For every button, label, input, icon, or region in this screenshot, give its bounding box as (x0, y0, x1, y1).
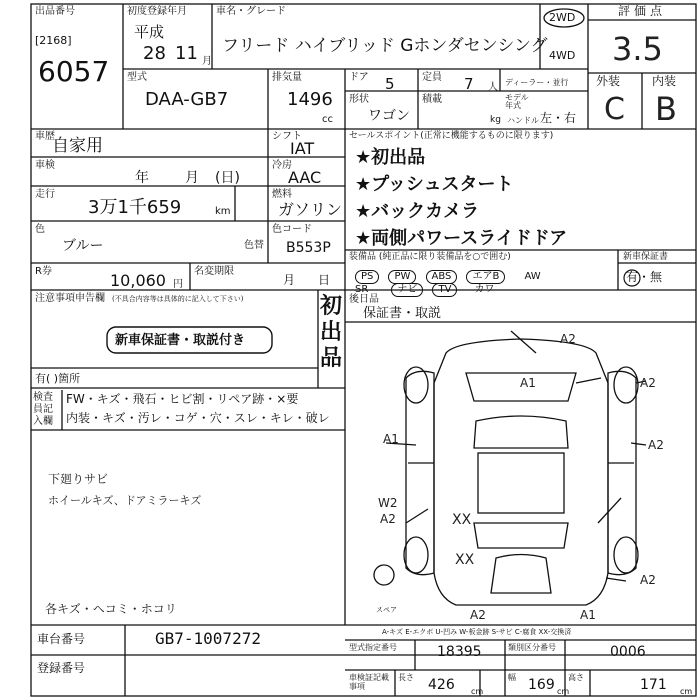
mark-a1-left: A1 (383, 432, 399, 446)
equip-navi: ナビ (391, 283, 423, 297)
recycle-label: R券 (35, 266, 52, 277)
mileage-value: 3万1千659 (88, 197, 182, 218)
lot-label: 出品番号 (35, 6, 75, 17)
mark-a2-right-front: A2 (640, 376, 656, 390)
first-listing-stamp: 初出品 (320, 294, 343, 371)
handle-label: ハンドル (507, 116, 539, 125)
dims-label: 車検証記載事項 (349, 673, 389, 691)
equip-leather: カワ (474, 284, 495, 295)
spare-label: スペア (376, 606, 397, 614)
notes-stamp: 新車保証書・取説付き (115, 333, 246, 348)
car-name-value: フリード ハイブリッド Gホンダセンシング (222, 36, 548, 56)
fuel-value: ガソリン (278, 200, 343, 219)
dims-wid-label: 幅 (508, 673, 516, 682)
handwritten-note-2: ホイールキズ、ドアミラーキズ (48, 494, 202, 507)
inspection-label: 検査員記入欄 (33, 392, 53, 427)
first-reg-year: 28 (143, 43, 166, 64)
dims-len-value: 426 (428, 677, 455, 693)
equip-aw: AW (524, 271, 541, 282)
recycle-unit: 円 (173, 279, 183, 290)
mark-xx-1: XX (452, 512, 472, 528)
doors-value: 5 (385, 75, 395, 93)
equip-sr: SR (355, 284, 369, 295)
doors-label: ドア (349, 72, 369, 83)
mileage-label: 走行 (35, 189, 55, 200)
mark-xx-2: XX (455, 552, 475, 568)
first-reg-month: 11 (175, 43, 198, 64)
meigi-label: 名変期限 (194, 266, 234, 277)
drive-2wd: 2WD (549, 11, 576, 24)
class-no-label: 類別区分番号 (508, 643, 556, 652)
warranty-label: 新車保証書 (623, 252, 669, 262)
rating-label: 評価点 (618, 4, 667, 18)
shaken-month: 月 (185, 170, 199, 186)
car-name-label: 車名・グレード (216, 6, 286, 17)
displacement-value: 1496 (287, 89, 333, 110)
first-reg-label: 初度登録年月 (127, 6, 187, 17)
meigi-month: 月 (283, 273, 296, 287)
dims-wid-unit: cm (557, 687, 570, 696)
model-year-label: モデル年式 (505, 93, 529, 110)
shaken-year: 年 (135, 170, 149, 186)
mark-a2-right-rear: A2 (640, 573, 656, 587)
inspection-row-2: 内装・キズ・汚レ・コゲ・穴・スレ・キレ・破レ (66, 411, 330, 425)
type-no-label: 型式指定番号 (349, 643, 397, 652)
color-label: 色 (35, 224, 45, 235)
dealer-label: ディーラー・並行 (505, 78, 569, 87)
shaken-date: (日) (215, 170, 240, 186)
rating-value: 3.5 (612, 30, 663, 68)
displacement-unit: cc (322, 114, 333, 125)
ac-value: AAC (288, 168, 322, 187)
notes-small: (不具合内容等は具体的に記入して下さい) (112, 295, 244, 303)
recycle-value: 10,060 (110, 271, 166, 290)
displacement-label: 排気量 (272, 72, 302, 83)
mark-w2: W2 (378, 496, 398, 510)
mark-a2-bottom: A2 (470, 608, 486, 622)
shift-value: IAT (290, 139, 315, 158)
repair-history: 有( )箇所 (35, 372, 81, 385)
equip-tv: TV (432, 283, 457, 297)
shift-label: シフト (272, 131, 302, 142)
ext-grade: C (604, 92, 625, 127)
color-code-value: B553P (286, 240, 331, 256)
shaken-label: 車検 (35, 160, 55, 171)
load-label: 積載 (422, 94, 442, 105)
lot-sub: [2168] (35, 34, 72, 47)
equip-abs: ABS (426, 270, 458, 284)
mileage-unit: km (215, 206, 231, 217)
drive-4wd: 4WD (549, 49, 576, 62)
int-label: 内装 (652, 74, 677, 88)
capacity-unit: 人 (488, 82, 498, 93)
ac-label: 冷房 (272, 160, 292, 171)
mark-a1-bottom: A1 (580, 608, 596, 622)
equip-airbag: エアB (466, 270, 505, 284)
ext-label: 外装 (596, 74, 621, 88)
sales-point-2: ★プッシュスタート (355, 174, 514, 195)
history-value: 自家用 (52, 136, 103, 156)
class-no-value: 0006 (610, 644, 646, 660)
type-no-value: 18395 (437, 644, 482, 660)
handwritten-note-1: 下廻りサビ (48, 472, 109, 486)
color-code-label: 色コード (272, 224, 312, 235)
shape-value: ワゴン (368, 108, 410, 124)
first-reg-era: 平成 (134, 23, 165, 41)
docs-value: 保証書・取説 (363, 306, 442, 321)
inspection-row-1: FW・キズ・飛石・ヒビ割・リペア跡・×要 (66, 392, 299, 406)
mark-a1-hood: A1 (520, 376, 536, 390)
equip-ps: PS (355, 270, 379, 284)
dims-len-unit: cm (471, 687, 484, 696)
int-grade: B (655, 90, 677, 128)
meigi-day: 日 (318, 273, 331, 287)
notes-label: 注意事項申告欄 (35, 293, 105, 304)
fuel-label: 燃料 (272, 189, 292, 200)
dims-hei-value: 171 (640, 677, 667, 693)
equipment-label: 装備品 (純正品に限り装備品を○で囲む) (349, 252, 511, 262)
docs-label: 後日品 (349, 294, 379, 305)
shape-label: 形状 (349, 94, 369, 105)
sales-point-3: ★バックカメラ (355, 201, 480, 222)
sales-points-label: セールスポイント(正常に機能するものに限ります) (349, 131, 554, 141)
capacity-value: 7 (464, 75, 474, 93)
sales-point-4: ★両側パワースライドドア (355, 228, 568, 249)
damage-legend: A-キズ E-エクボ U-凹み W-板金跡 S-サビ C-腐食 XX-交換済 (382, 628, 572, 636)
sales-point-1: ★初出品 (355, 147, 426, 168)
color-value: ブルー (62, 238, 104, 254)
chassis-value: GB7-1007272 (155, 629, 261, 648)
dims-len-label: 長さ (398, 673, 414, 682)
reg-number-label: 登録番号 (37, 661, 86, 675)
capacity-label: 定員 (422, 72, 442, 83)
chassis-label: 車台番号 (37, 632, 86, 646)
color-change-label: 色替 (244, 240, 264, 251)
warranty-value: 有・無 (626, 270, 663, 284)
equip-pw: PW (388, 270, 416, 284)
dims-hei-unit: cm (680, 687, 693, 696)
handle-value: 左・右 (540, 111, 577, 125)
handwritten-note-3: 各キズ・ヘコミ・ホコリ (45, 602, 177, 616)
mark-a2-top: A2 (560, 332, 576, 346)
mark-a2-right-mid: A2 (648, 438, 664, 452)
dims-hei-label: 高さ (568, 673, 584, 682)
first-reg-month-unit: 月 (202, 56, 212, 67)
lot-number: 6057 (38, 55, 110, 88)
model-label: 型式 (127, 72, 147, 83)
mark-a2-left-rear: A2 (380, 512, 396, 526)
model-value: DAA-GB7 (145, 89, 229, 110)
load-unit: kg (490, 115, 501, 125)
dims-wid-value: 169 (528, 677, 555, 693)
history-label: 車歴 (35, 131, 55, 142)
